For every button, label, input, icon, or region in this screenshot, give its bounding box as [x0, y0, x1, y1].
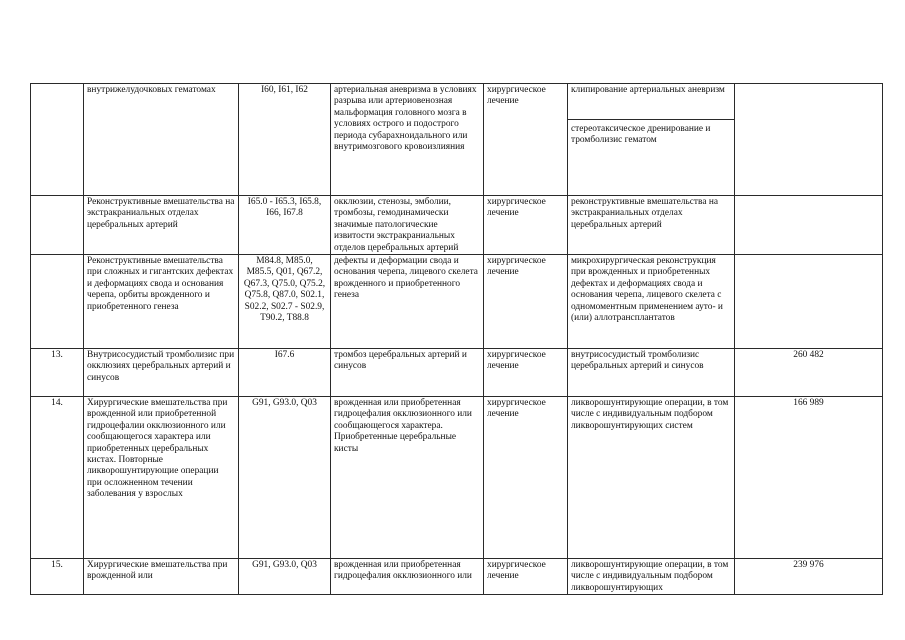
cost-value: [735, 84, 883, 196]
treatment-methods: [568, 84, 735, 196]
table-row: [31, 559, 883, 595]
row-number: 15.: [31, 559, 84, 595]
treatment-type: хирургическое лечение: [484, 397, 568, 559]
cost-value: [735, 255, 883, 349]
treatment-type: хирургическое лечение: [484, 349, 568, 397]
icd-codes: I60, I61, I62: [239, 84, 331, 196]
cost-value: 239 976: [735, 559, 883, 595]
row-number: 14.: [31, 397, 84, 559]
patient-model: артериальная аневризма в условиях разрыва или артериовенозная мальформация головного мозга в условиях острого и подострого периода субарахноидального или внутримозгового кровоизлияния: [331, 84, 484, 196]
treatment-method: стереотаксическое дренирование и тромболизис гематом: [571, 124, 711, 146]
treatment-method: микрохирургическая реконструкция при врожденных и приобретенных дефектах и деформациях свода и основания черепа, лицевого скелета с одномоментным применением ауто- и (или) аллотрансплантатов: [568, 255, 735, 349]
table-row: [31, 349, 883, 397]
treatment-type: хирургическое лечение: [484, 559, 568, 595]
treatment-method: внутрисосудистый тромболизис церебральных артерий и синусов: [568, 349, 735, 397]
icd-codes: I65.0 - I65.3, I65.8, I66, I67.8: [239, 196, 331, 255]
table-row: [31, 397, 883, 559]
treatment-method: ликворошунтирующие операции, в том числе с индивидуальным подбором ликворошунтирующих: [568, 559, 735, 595]
row-number: [31, 84, 84, 196]
care-type-name: Хирургические вмешательства при врожденной или: [84, 559, 239, 595]
table-row: [31, 255, 883, 349]
care-type-name: внутрижелудочковых гематомах: [84, 84, 239, 196]
icd-codes: M84.8, M85.0, M85.5, Q01, Q67.2, Q67.3, Q75.0, Q75.2, Q75.8, Q87.0, S02.1, S02.2, S02.7 - S02.9, T90.2, T88.8: [239, 255, 331, 349]
cost-value: 166 989: [735, 397, 883, 559]
medical-care-table: [30, 83, 883, 595]
care-type-name: Реконструктивные вмешательства при сложных и гигантских дефектах и деформациях свода и основания черепа, орбиты врожденного и приобретенного генеза: [84, 255, 239, 349]
icd-codes: G91, G93.0, Q03: [239, 559, 331, 595]
cost-value: [735, 196, 883, 255]
treatment-method: клипирование артериальных аневризм: [568, 84, 734, 120]
patient-model: дефекты и деформации свода и основания черепа, лицевого скелета врожденного и приобретенного генеза: [331, 255, 484, 349]
icd-codes: I67.6: [239, 349, 331, 397]
treatment-type: хирургическое лечение: [484, 255, 568, 349]
icd-codes: G91, G93.0, Q03: [239, 397, 331, 559]
treatment-method: реконструктивные вмешательства на экстракраниальных отделах церебральных артерий: [568, 196, 735, 255]
treatment-method: ликворошунтирующие операции, в том числе с индивидуальным подбором ликворошунтирующих систем: [568, 397, 735, 559]
row-number: [31, 255, 84, 349]
patient-model: врожденная или приобретенная гидроцефалия окклюзионного или сообщающегося характера. Приобретенные церебральные кисты: [331, 397, 484, 559]
cost-value: 260 482: [735, 349, 883, 397]
patient-model: окклюзии, стенозы, эмболии, тромбозы, гемодинамически значимые патологические извитости экстракраниальных отделов церебральных артерий: [331, 196, 484, 255]
row-number: 13.: [31, 349, 84, 397]
treatment-type: хирургическое лечение: [484, 196, 568, 255]
care-type-name: Внутрисосудистый тромболизис при окклюзиях церебральных артерий и синусов: [84, 349, 239, 397]
care-type-name: Реконструктивные вмешательства на экстракраниальных отделах церебральных артерий: [84, 196, 239, 255]
care-type-name: Хирургические вмешательства при врожденной или приобретенной гидроцефалии окклюзионного или сообщающегося характера или приобретенных церебральных кистах. Повторные ликворошунтирующие операции при осложненном течении заболевания у взрослых: [84, 397, 239, 559]
row-number: [31, 196, 84, 255]
patient-model: тромбоз церебральных артерий и синусов: [331, 349, 484, 397]
patient-model: врожденная или приобретенная гидроцефалия окклюзионного или: [331, 559, 484, 595]
table-row: [31, 84, 883, 196]
treatment-type: хирургическое лечение: [484, 84, 568, 196]
table-row: [31, 196, 883, 255]
